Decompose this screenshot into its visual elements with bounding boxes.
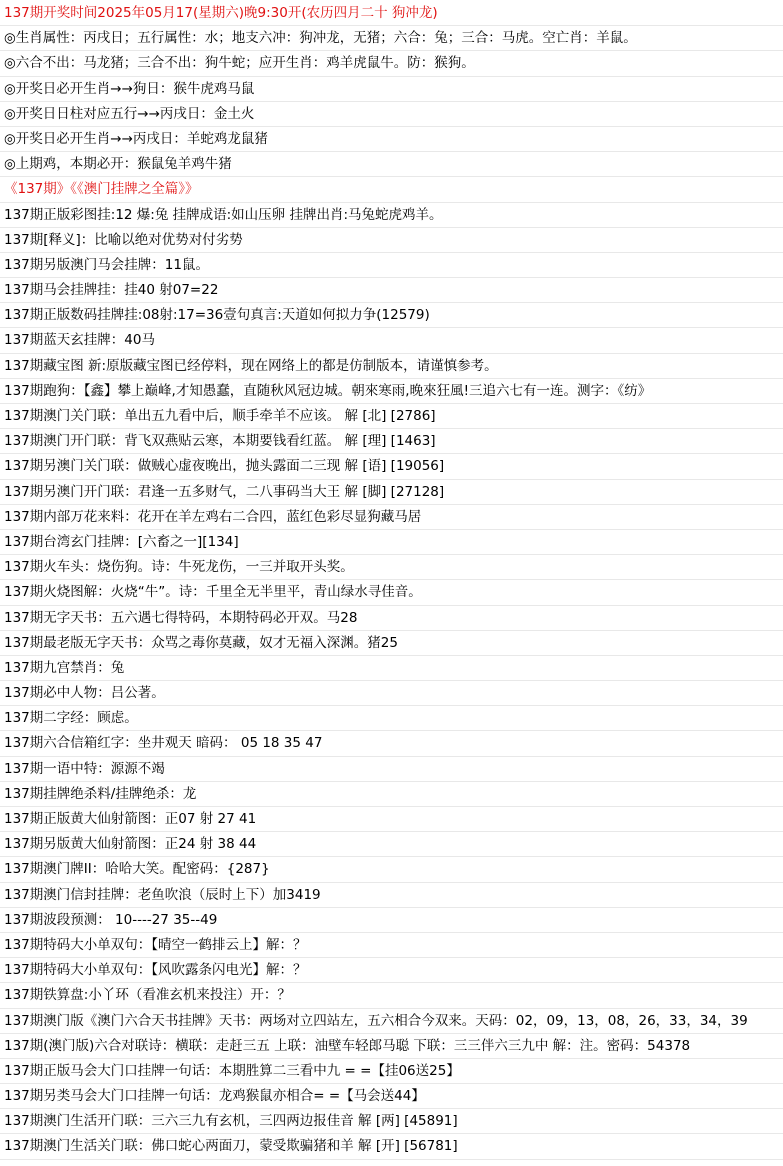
text-line: 137期另版黄大仙射箭图：正24 射 38 44 <box>0 832 783 857</box>
text-line: 137期六合信箱红字：坐井观天 暗码： 05 18 35 47 <box>0 731 783 756</box>
text-line: ◎六合不出：马龙猪；三合不出：狗牛蛇；应开生肖：鸡羊虎鼠牛。防：猴狗。 <box>0 51 783 76</box>
text-line: 137期另澳门关门联：做贼心虚夜晚出，抛头露面二三现 解 [语] [19056] <box>0 454 783 479</box>
text-line: 137期澳门信封挂牌：老鱼吹浪（辰时上下）加3419 <box>0 883 783 908</box>
text-line: 137期二字经：顾虑。 <box>0 706 783 731</box>
text-line: 137期火烧图解：火烧“牛”。诗：千里全无半里平，青山绿水寻佳音。 <box>0 580 783 605</box>
text-line: 137期澳门生活开门联：三六三九有玄机，三四两边报佳音 解 [两] [45891] <box>0 1109 783 1134</box>
text-line: 137期另版澳门马会挂牌：11鼠。 <box>0 253 783 278</box>
text-line: ◎开奖日必开生肖→→狗日：猴牛虎鸡马鼠 <box>0 77 783 102</box>
text-line: 137期澳门版《澳门六合天书挂牌》天书：两场对立四站左，五六相合今双来。天码：02，09，13，08，26，33，34，39 <box>0 1009 783 1034</box>
text-line: 137期蓝天玄挂牌：40马 <box>0 328 783 353</box>
text-line: 137期(澳门版)六合对联诗：横联：走赶三五 上联：油壁车轻郎马聪 下联：三三伴六三九中 解：注。密码：54378 <box>0 1034 783 1059</box>
text-line: 137期正版马会大门口挂牌一句话：本期胜算二三看中九 = =【挂06送25】 <box>0 1059 783 1084</box>
text-line: 137期跑狗：【鑫】攀上巅峰,才知愚蠢，直随秋风冠边城。朝來寒雨,晚來狂風!三追六七有一连。测字：《纺》 <box>0 379 783 404</box>
text-line: 137期藏宝图 新:原版藏宝图已经停料，现在网络上的都是仿制版本，请谨慎参考。 <box>0 354 783 379</box>
text-line: ◎开奖日日柱对应五行→→丙戌日：金土火 <box>0 102 783 127</box>
text-line: ◎生肖属性：丙戌日；五行属性：水；地支六冲：狗冲龙，无猪；六合：兔；三合：马虎。空亡肖：羊鼠。 <box>0 26 783 51</box>
draw-time-header: 137期开奖时间2025年05月17(星期六)晚9:30开(农历四月二十 狗冲龙) <box>0 1 783 26</box>
text-line: 137期铁算盘:小丫环（看准玄机来投注）开：？ <box>0 983 783 1008</box>
text-line: 137期台湾玄门挂牌：[六畜之一][134] <box>0 530 783 555</box>
text-line: 137期特码大小单双句：【晴空一鹤排云上】解：？ <box>0 933 783 958</box>
text-line: 137期另类马会大门口挂牌一句话：龙鸡猴鼠亦相合= =【马会送44】 <box>0 1084 783 1109</box>
text-line: 137期澳门开门联：背飞双燕贴云寒，本期要钱看红蓝。 解 [理] [1463] <box>0 429 783 454</box>
text-line: 137期火车头：烧伤狗。诗：牛死龙伤，一三并取开头奖。 <box>0 555 783 580</box>
text-line: 137期正版彩图挂:12 爆:兔 挂牌成语:如山压卵 挂牌出肖:马兔蛇虎鸡羊。 <box>0 203 783 228</box>
text-line: 137期另澳门开门联：君逢一五多财气，二八事码当大王 解 [脚] [27128] <box>0 480 783 505</box>
text-line: 137期挂牌绝杀料/挂牌绝杀：龙 <box>0 782 783 807</box>
text-line: 137期正版数码挂牌挂:08射:17=36壹句真言:天道如何拟力争(12579) <box>0 303 783 328</box>
text-line: 137期澳门牌II：哈哈大笑。配密码：{287} <box>0 857 783 882</box>
text-line: 137期最老版无字天书：众骂之毒你莫藏，奴才无福入深渊。猪25 <box>0 631 783 656</box>
text-line: 137期特码大小单双句：【风吹露条闪电光】解：？ <box>0 958 783 983</box>
text-line: 137期马会挂牌挂：挂40 射07=22 <box>0 278 783 303</box>
text-line: 137期正版黄大仙射箭图：正07 射 27 41 <box>0 807 783 832</box>
section-title: 《137期》《《澳门挂牌之全篇》》 <box>0 177 783 202</box>
text-line: ◎开奖日必开生肖→→丙戌日：羊蛇鸡龙鼠猪 <box>0 127 783 152</box>
text-line: 137期澳门生活关门联：佛口蛇心两面刀，蒙受欺骗猪和羊 解 [开] [56781] <box>0 1134 783 1159</box>
text-line: 137期无字天书：五六遇七得特码，本期特码必开双。马28 <box>0 606 783 631</box>
text-line: 137期内部万花来料：花开在羊左鸡右二合四，蓝红色彩尽显狗藏马居 <box>0 505 783 530</box>
text-line: 137期波段预测： 10----27 35--49 <box>0 908 783 933</box>
text-line: ◎上期鸡，本期必开：猴鼠兔羊鸡牛猪 <box>0 152 783 177</box>
text-line: 137期一语中特：源源不竭 <box>0 757 783 782</box>
text-line: 137期九宫禁肖：兔 <box>0 656 783 681</box>
text-line: 137期必中人物：吕公著。 <box>0 681 783 706</box>
text-line: 137期[释义]：比喻以绝对优势对付劣势 <box>0 228 783 253</box>
text-line: 137期澳门关门联：单出五九看中后，顺手牵羊不应该。 解 [北] [2786] <box>0 404 783 429</box>
